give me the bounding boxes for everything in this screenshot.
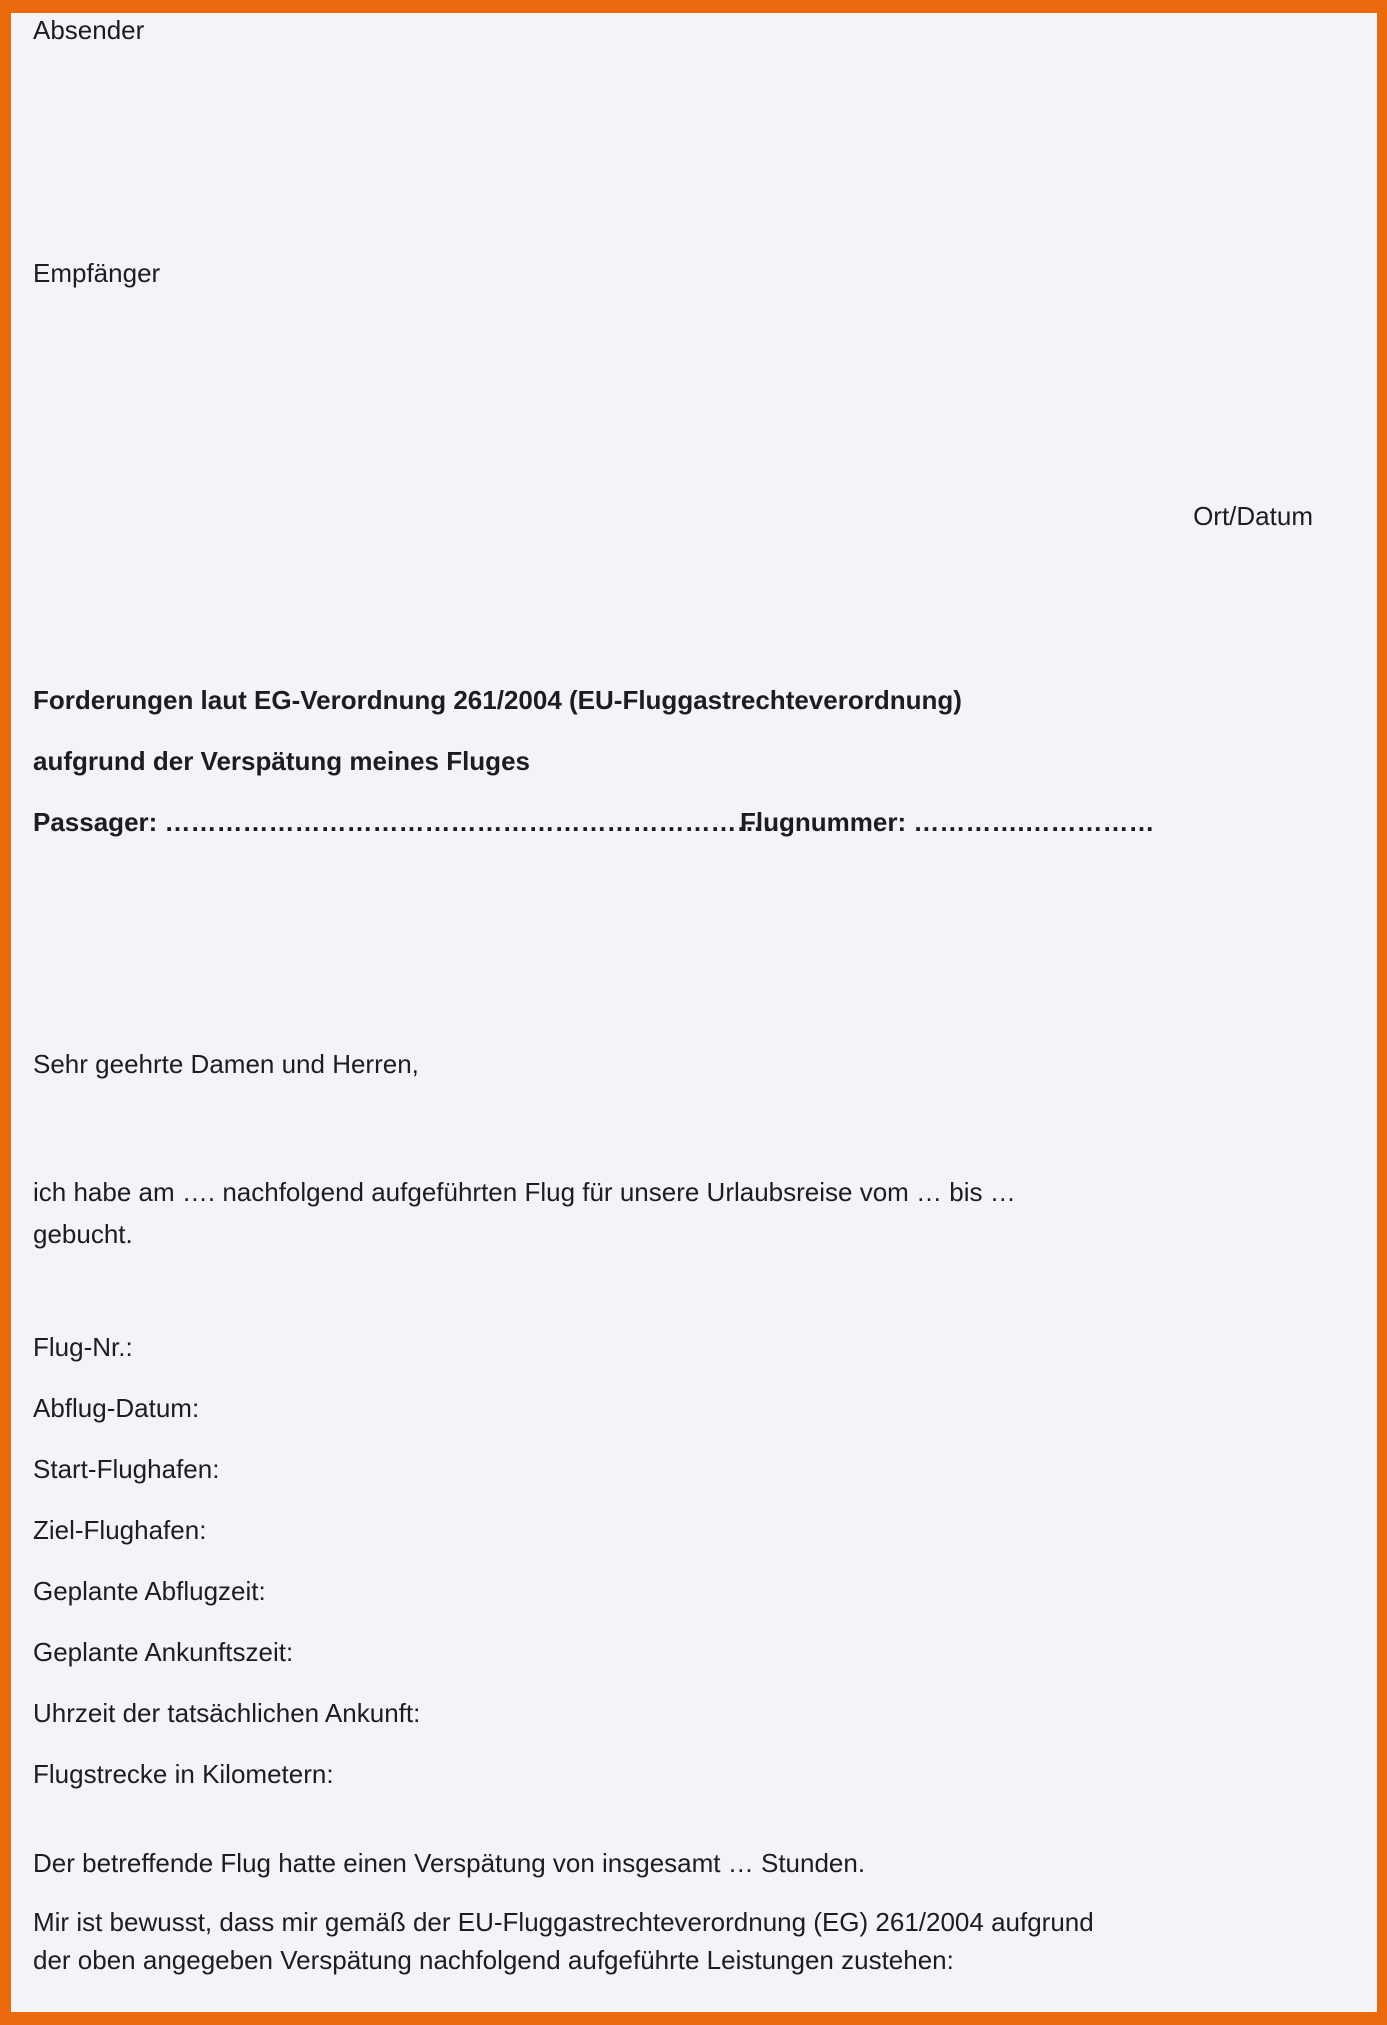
flight-detail-label-tatsaechliche-ankunft: Uhrzeit der tatsächlichen Ankunft: [33, 1698, 421, 1728]
flight-detail-label-geplante-abflugzeit: Geplante Abflugzeit: [33, 1576, 266, 1606]
flight-number-field: Flugnummer: ………….…………… [740, 807, 1155, 837]
flight-detail-label-flugstrecke: Flugstrecke in Kilometern: [33, 1759, 334, 1789]
flight-detail-label-ziel-flughafen: Ziel-Flughafen: [33, 1515, 207, 1545]
intro-paragraph-line: gebucht. [33, 1219, 133, 1249]
closing-paragraph [33, 1903, 1339, 1979]
delay-statement: Der betreffende Flug hatte einen Verspätung von insgesamt … Stunden. [33, 1848, 866, 1878]
sender-placeholder: Absender [33, 15, 145, 45]
closing-paragraph-line: Mir ist bewusst, dass mir gemäß der EU-Fluggastrechteverordnung (EG) 261/2004 aufgrund [33, 1907, 1094, 1937]
passenger-flight-row [33, 807, 1339, 837]
flight-details-list [33, 1332, 1339, 1789]
closing-paragraph-line: der oben angegeben Verspätung nachfolgend aufgeführte Leistungen zustehen: [33, 1945, 954, 1975]
flight-detail-label-geplante-ankunftszeit: Geplante Ankunftszeit: [33, 1637, 294, 1667]
flight-detail-label-abflug-datum: Abflug-Datum: [33, 1393, 200, 1423]
passenger-field: Passager: ……………………………………………………………… [33, 807, 789, 837]
subject-line-2: aufgrund der Verspätung meines Fluges [33, 746, 530, 776]
intro-paragraph-line: ich habe am …. nachfolgend aufgeführten Flug für unsere Urlaubsreise vom … bis … [33, 1177, 1016, 1207]
flight-detail-label-flugnr: Flug-Nr.: [33, 1332, 133, 1362]
place-date-placeholder: Ort/Datum [1193, 501, 1313, 531]
intro-paragraph [33, 1171, 1339, 1255]
flight-detail-label-start-flughafen: Start-Flughafen: [33, 1454, 220, 1484]
subject-line-1: Forderungen laut EG-Verordnung 261/2004 (EU-Fluggastrechteverordnung) [33, 685, 962, 715]
salutation: Sehr geehrte Damen und Herren, [33, 1049, 419, 1079]
recipient-placeholder: Empfänger [33, 258, 161, 288]
